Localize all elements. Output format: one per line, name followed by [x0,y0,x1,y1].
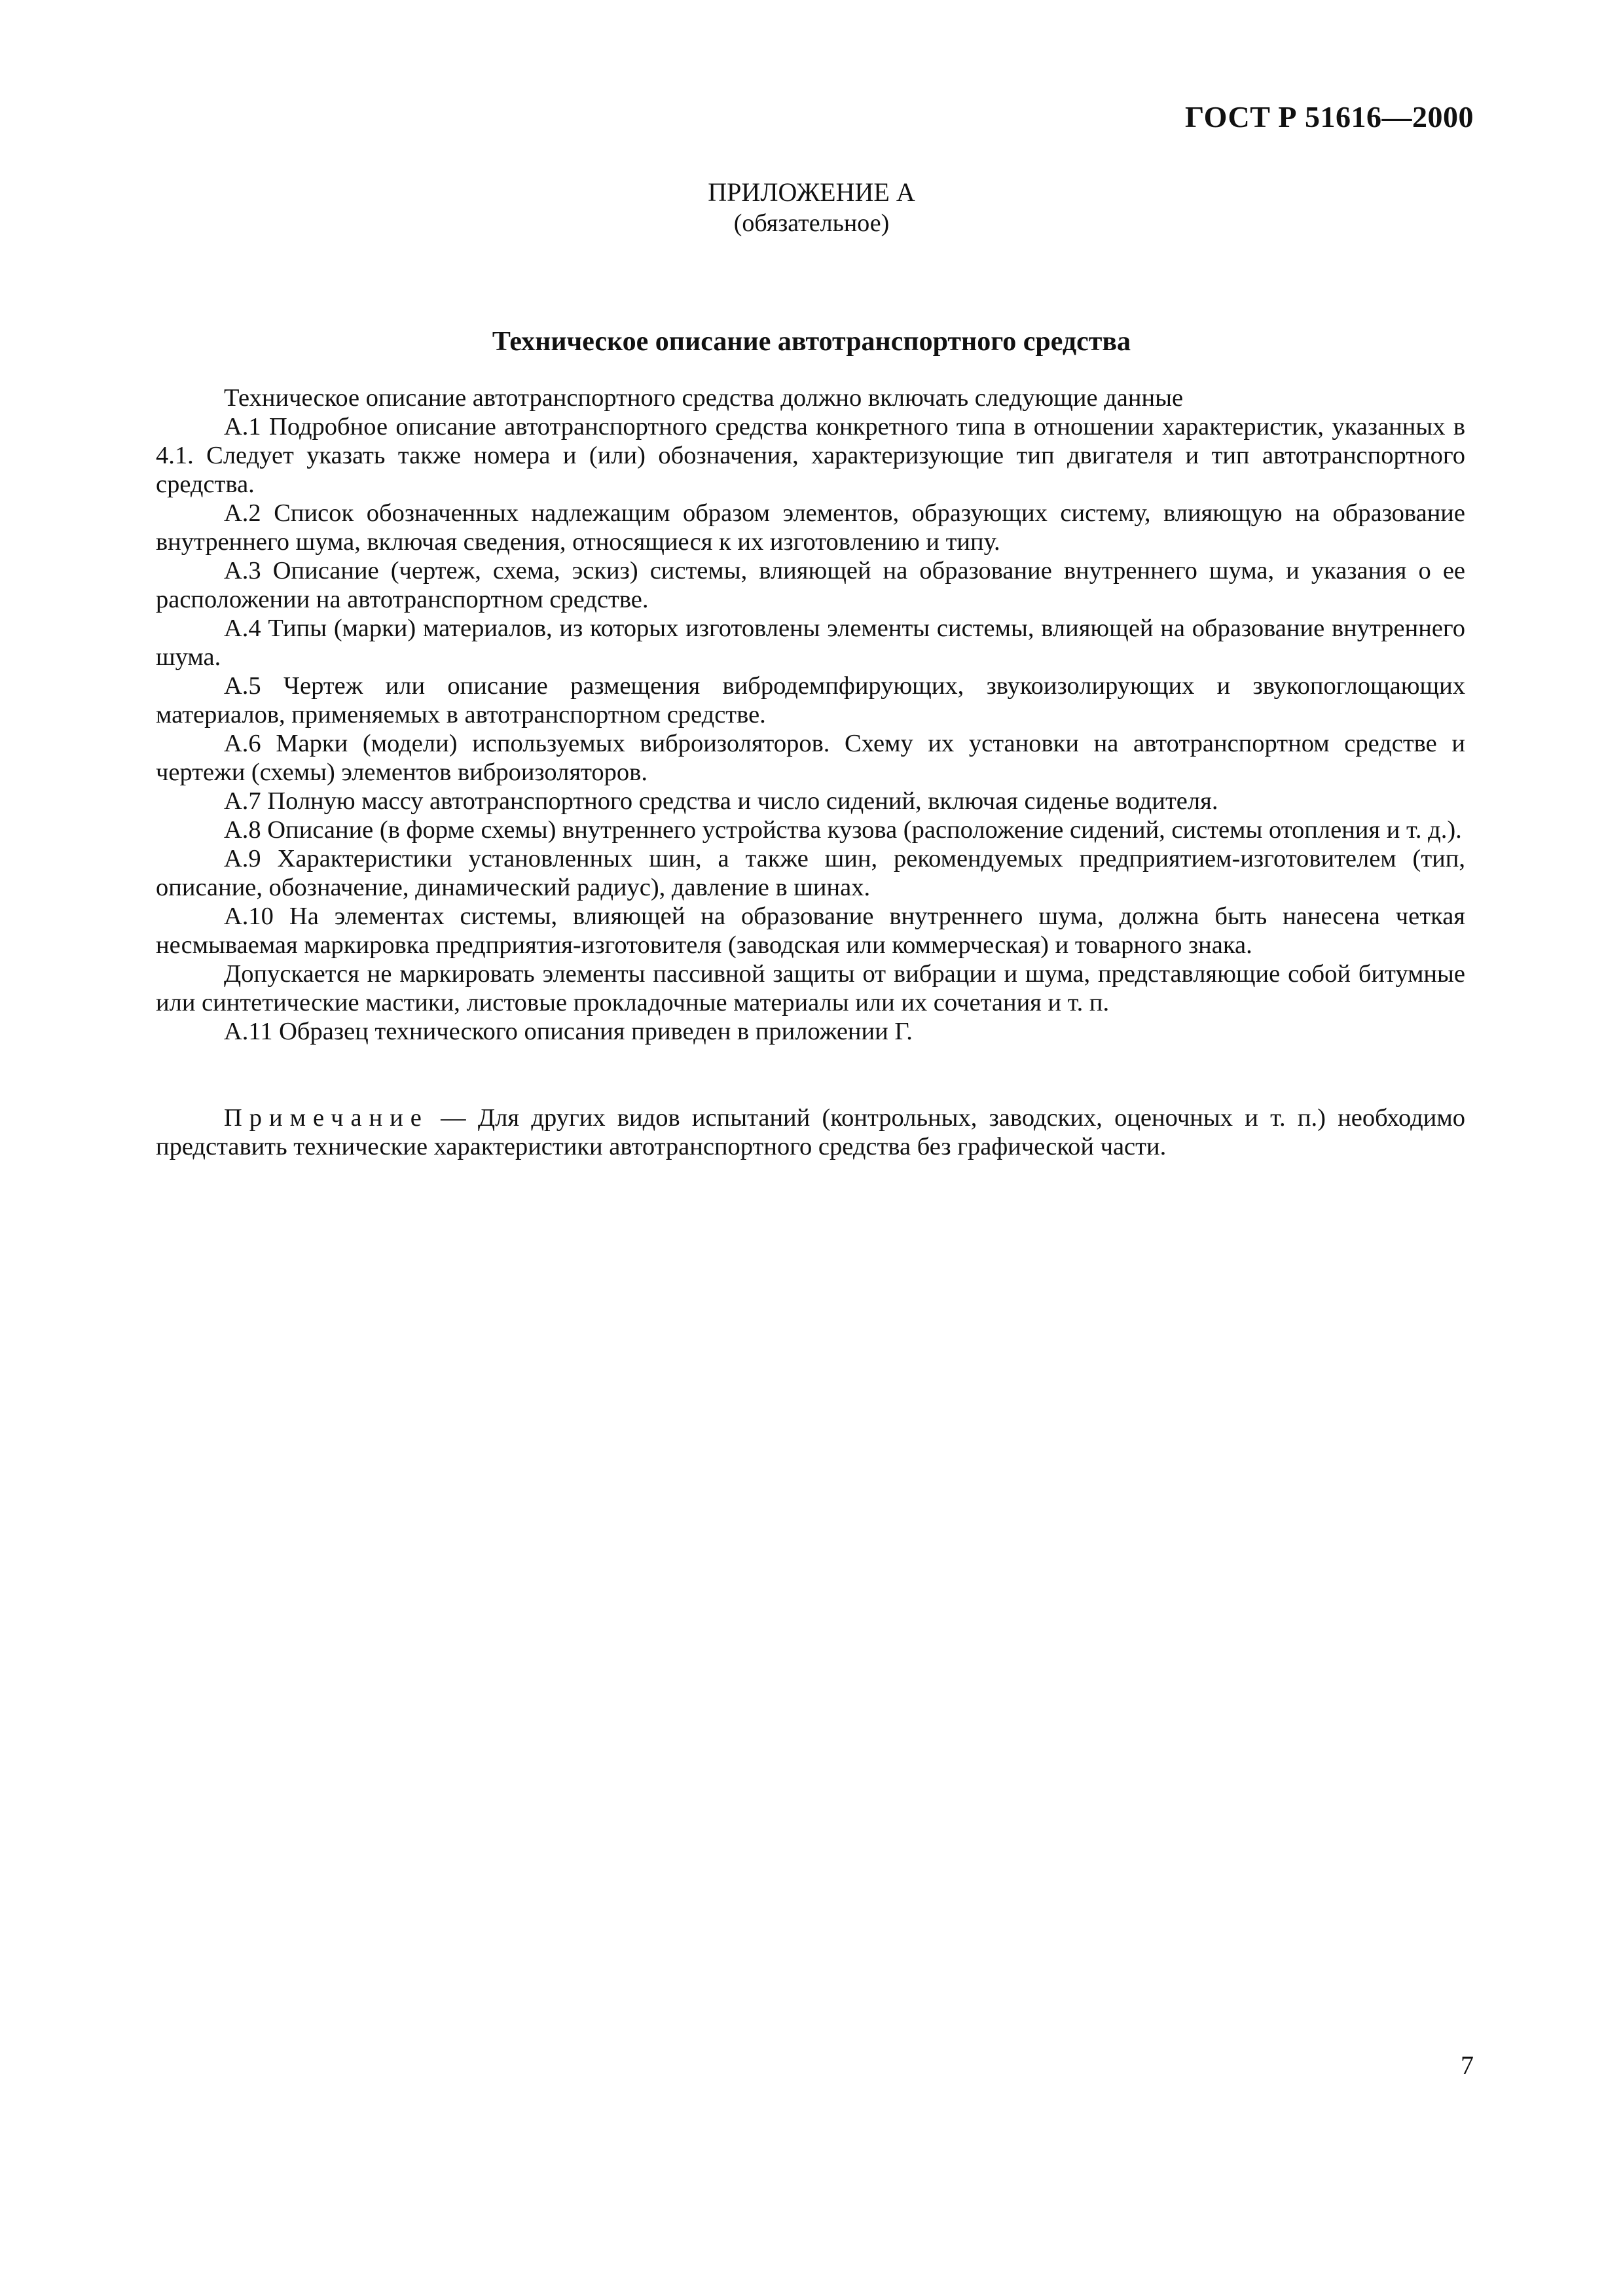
paragraph-a7: А.7 Полную массу автотранспортного средства и число сидений, включая сиденье водителя. [224,787,1218,815]
paragraph-a9: А.9 Характеристики установленных шин, а также шин, рекомендуемых предприятием-изготовителем (тип, описание, обозначение, динамический радиус), давление в шинах. [156,845,1465,901]
paragraph-a3: А.3 Описание (чертеж, схема, эскиз) системы, влияющей на образование внутреннего шума, и указания о ее расположении на автотранспортном средстве. [156,557,1465,613]
paragraph-a8: А.8 Описание (в форме схемы) внутреннего устройства кузова (расположение сидений, системы отопления и т. д.). [224,816,1462,844]
intro-paragraph: Техническое описание автотранспортного средства должно включать следующие данные [224,384,1184,412]
page-number: 7 [1461,2051,1474,2080]
section-title: Техническое описание автотранспортного средства [492,327,1131,357]
paragraph-a1: А.1 Подробное описание автотранспортного средства конкретного типа в отношении характеристик, указанных в 4.1. Следует указать также номера и (или) обозначения, характеризующие тип двигателя и тип автотранспортного средства. [156,413,1465,498]
paragraph-a11: А.11 Образец технического описания приведен в приложении Г. [224,1018,913,1045]
note-label: Примечание [224,1104,429,1132]
document-code: ГОСТ Р 51616—2000 [1185,100,1474,134]
paragraph-a2: А.2 Список обозначенных надлежащим образом элементов, образующих систему, влияющую на образование внутреннего шума, включая сведения, относящиеся к их изготовлению и типу. [156,499,1465,556]
paragraph-allowance: Допускается не маркировать элементы пассивной защиты от вибрации и шума, представляющие собой битумные или синтетические мастики, листовые прокладочные материалы или их сочетания и т. п. [156,960,1465,1016]
note-block [156,1103,1465,1161]
appendix-heading [0,177,1623,238]
note-paragraph [156,1103,1465,1161]
paragraph-a6: А.6 Марки (модели) используемых виброизоляторов. Схему их установки на автотранспортном средстве и чертежи (схемы) элементов виброизоляторов. [156,730,1465,786]
note-dash: — [428,1104,478,1132]
appendix-title: ПРИЛОЖЕНИЕ А [708,177,915,207]
paragraph-a10: А.10 На элементах системы, влияющей на образование внутреннего шума, должна быть нанесена четкая несмываемая маркировка предприятия-изготовителя (заводская или коммерческая) и товарного знака. [156,903,1465,959]
note-text: Для других видов испытаний (контрольных, заводских, оценочных и т. п.) необходимо представить технические характеристики автотранспортного средства без графической части. [156,1104,1465,1160]
appendix-status: (обязательное) [733,209,890,237]
body-text [156,384,1465,1046]
paragraph-a4: А.4 Типы (марки) материалов, из которых изготовлены элементы системы, влияющей на образование внутреннего шума. [156,615,1465,671]
paragraph-a5: А.5 Чертеж или описание размещения вибродемпфирующих, звукоизолирующих и звукопоглощающих материалов, применяемых в автотранспортном средстве. [156,672,1465,728]
